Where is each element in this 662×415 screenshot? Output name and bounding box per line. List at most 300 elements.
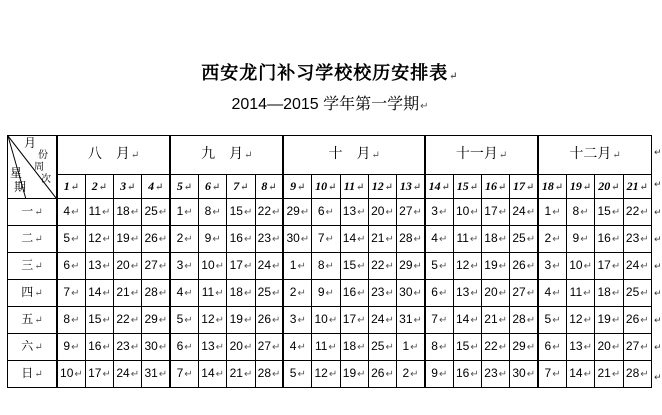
- date-cell: [453, 334, 481, 361]
- date-value: 17: [88, 366, 102, 380]
- date-value: 6: [431, 285, 438, 299]
- weekday-label: 四: [21, 285, 34, 299]
- cell-end-mark: ↵: [640, 342, 649, 353]
- cell-end-mark: ↵: [243, 315, 253, 326]
- date-cell: [199, 334, 227, 361]
- week-number-cell: [510, 175, 538, 199]
- date-value: 28: [144, 285, 158, 299]
- cell-end-mark: ↵: [184, 234, 193, 245]
- date-value: 16: [88, 339, 102, 353]
- date-cell: [566, 307, 594, 334]
- weekday-cell: [8, 334, 58, 361]
- cell-end-mark: ↵: [297, 288, 306, 299]
- date-cell: [538, 226, 566, 253]
- date-cell: [397, 226, 425, 253]
- cell-end-mark: ↵: [611, 288, 621, 299]
- date-cell: [170, 307, 198, 334]
- month-label: 十一月: [455, 146, 498, 162]
- date-cell: [199, 253, 227, 280]
- date-value: 17: [342, 312, 357, 326]
- cell-end-mark: ↵: [357, 261, 366, 272]
- date-cell: [312, 226, 340, 253]
- cell-end-mark: ↵: [158, 207, 168, 218]
- date-value: 21: [597, 366, 611, 380]
- table-row: [8, 334, 652, 361]
- date-value: 16: [456, 366, 470, 380]
- cell-end-mark: ↵: [526, 288, 536, 299]
- cell-end-mark: ↵: [583, 369, 592, 380]
- cell-end-mark: ↵: [470, 261, 479, 272]
- cell-end-mark: ↵: [272, 261, 281, 272]
- cell-end-mark: ↵: [272, 288, 281, 299]
- table-row: [8, 307, 652, 334]
- cell-end-mark: ↵: [71, 342, 80, 353]
- date-cell: [566, 199, 594, 226]
- date-cell: [340, 253, 368, 280]
- week-number-cell: [85, 175, 113, 199]
- cell-end-mark: ↵: [526, 207, 536, 218]
- corner-label-month: 月: [24, 136, 37, 150]
- date-cell: [114, 280, 142, 307]
- date-value: 3: [431, 204, 438, 218]
- week-number: 16: [484, 178, 497, 193]
- cell-end-mark: ↵: [297, 315, 306, 326]
- cell-end-mark: ↵: [438, 315, 448, 326]
- date-cell: [368, 307, 396, 334]
- date-value: 31: [399, 312, 413, 326]
- cell-end-mark: ↵: [357, 234, 366, 245]
- date-value: 15: [88, 312, 102, 326]
- week-number-cell: [142, 175, 170, 199]
- week-number-cell: [227, 175, 255, 199]
- weekday-cell: [8, 226, 58, 253]
- date-value: 21: [484, 312, 498, 326]
- cell-end-mark: ↵: [611, 234, 621, 245]
- date-cell: [283, 307, 311, 334]
- date-value: 8: [431, 339, 438, 353]
- date-value: 19: [229, 312, 243, 326]
- date-value: 5: [176, 312, 184, 326]
- date-value: 22: [116, 312, 130, 326]
- week-number: 18: [541, 178, 554, 193]
- cell-end-mark: ↵: [184, 261, 193, 272]
- date-cell: [425, 199, 453, 226]
- page-subtitle: 2014—2015 学年第一学期↵: [231, 96, 429, 113]
- date-value: 11: [314, 339, 328, 353]
- table-row: [8, 361, 652, 388]
- date-cell: [482, 361, 510, 388]
- date-cell: [255, 361, 283, 388]
- date-value: 18: [342, 339, 357, 353]
- date-value: 2: [289, 285, 297, 299]
- cell-end-mark: ↵: [243, 288, 253, 299]
- cell-end-mark: ↵: [130, 369, 140, 380]
- cell-end-mark: ↵: [155, 181, 164, 193]
- month-header: [283, 136, 425, 175]
- cell-end-mark: ↵: [215, 288, 224, 299]
- weekday-label: 日: [21, 366, 34, 380]
- corner-label-xing: 星: [10, 166, 23, 180]
- week-number-cell: [482, 175, 510, 199]
- date-cell: [283, 199, 311, 226]
- date-cell: [227, 307, 255, 334]
- cell-end-mark: ↵: [297, 369, 306, 380]
- cell-end-mark: ↵: [325, 234, 334, 245]
- cell-end-mark: ↵: [102, 234, 111, 245]
- cell-end-mark: ↵: [158, 261, 168, 272]
- date-value: 4: [176, 285, 184, 299]
- date-cell: [57, 307, 85, 334]
- date-cell: [255, 280, 283, 307]
- weekday-cell: [8, 361, 58, 388]
- date-cell: [397, 361, 425, 388]
- date-cell: [57, 199, 85, 226]
- cell-end-mark: ↵: [552, 315, 561, 326]
- week-number: 19: [569, 178, 582, 193]
- date-cell: [227, 199, 255, 226]
- date-cell: [595, 307, 623, 334]
- date-value: 17: [229, 258, 243, 272]
- cell-end-mark: ↵: [34, 315, 43, 326]
- date-value: 13: [569, 339, 583, 353]
- row-end-mark: ↵: [654, 235, 662, 245]
- cell-end-mark: ↵: [611, 261, 621, 272]
- row-end-mark: ↵: [654, 289, 662, 299]
- corner-header-cell: [8, 136, 58, 199]
- date-cell: [283, 226, 311, 253]
- date-cell: [566, 226, 594, 253]
- cell-end-mark: ↵: [211, 181, 221, 193]
- date-cell: [255, 334, 283, 361]
- cell-end-mark: ↵: [328, 369, 338, 380]
- date-value: 27: [625, 339, 640, 353]
- cell-end-mark: ↵: [243, 369, 253, 380]
- weekday-cell: [8, 280, 58, 307]
- cell-end-mark: ↵: [102, 261, 111, 272]
- date-value: 14: [88, 285, 102, 299]
- date-value: 14: [342, 231, 357, 245]
- week-number-cell: [255, 175, 283, 199]
- date-value: 14: [569, 366, 583, 380]
- cell-end-mark: ↵: [438, 234, 448, 245]
- date-value: 3: [289, 312, 297, 326]
- cell-end-mark: ↵: [385, 315, 394, 326]
- date-value: 31: [144, 366, 158, 380]
- cell-end-mark: ↵: [552, 288, 561, 299]
- cell-end-mark: ↵: [611, 315, 621, 326]
- cell-end-mark: ↵: [215, 315, 225, 326]
- cell-end-mark: ↵: [612, 150, 621, 161]
- date-value: 29: [512, 339, 526, 353]
- month-label: 十 月: [328, 146, 371, 162]
- cell-end-mark: ↵: [300, 234, 310, 245]
- date-cell: [453, 280, 481, 307]
- date-cell: [397, 307, 425, 334]
- date-cell: [425, 280, 453, 307]
- date-cell: [85, 280, 113, 307]
- date-cell: [114, 253, 142, 280]
- date-value: 27: [399, 204, 413, 218]
- cell-end-mark: ↵: [212, 234, 221, 245]
- cell-end-mark: ↵: [102, 207, 111, 218]
- date-value: 14: [201, 366, 215, 380]
- date-value: 13: [342, 204, 357, 218]
- date-value: 1: [289, 258, 297, 272]
- date-cell: [312, 280, 340, 307]
- cell-end-mark: ↵: [580, 207, 589, 218]
- date-value: 24: [371, 312, 385, 326]
- date-cell: [114, 307, 142, 334]
- cell-end-mark: ↵: [526, 181, 535, 193]
- cell-end-mark: ↵: [438, 261, 448, 272]
- date-cell: [453, 307, 481, 334]
- date-cell: [538, 280, 566, 307]
- date-value: 11: [201, 285, 215, 299]
- cell-end-mark: ↵: [34, 369, 43, 380]
- date-cell: [255, 253, 283, 280]
- date-value: 1: [176, 204, 184, 218]
- date-value: 1: [544, 204, 552, 218]
- date-cell: [255, 307, 283, 334]
- date-value: 20: [371, 204, 385, 218]
- date-cell: [482, 307, 510, 334]
- month-header-row: [8, 136, 652, 175]
- cell-end-mark: ↵: [413, 207, 422, 218]
- date-cell: [142, 307, 170, 334]
- date-cell: [425, 226, 453, 253]
- cell-end-mark: ↵: [580, 234, 589, 245]
- date-value: 17: [484, 204, 498, 218]
- date-cell: [57, 226, 85, 253]
- date-cell: [397, 280, 425, 307]
- date-value: 28: [257, 366, 271, 380]
- date-value: 21: [371, 231, 385, 245]
- date-value: 27: [257, 339, 271, 353]
- cell-end-mark: ↵: [582, 181, 592, 193]
- date-cell: [453, 361, 481, 388]
- cell-end-mark: ↵: [552, 261, 561, 272]
- cell-end-mark: ↵: [469, 234, 479, 245]
- date-value: 30: [144, 339, 158, 353]
- date-cell: [368, 280, 396, 307]
- cell-end-mark: ↵: [34, 234, 43, 245]
- cell-end-mark: ↵: [470, 342, 479, 353]
- date-value: 8: [572, 204, 580, 218]
- date-value: 30: [512, 366, 526, 380]
- date-value: 21: [116, 285, 130, 299]
- weekday-label: 三: [21, 258, 34, 272]
- date-cell: [312, 199, 340, 226]
- cell-end-mark: ↵: [611, 342, 621, 353]
- cell-end-mark: ↵: [385, 234, 394, 245]
- calendar-table: [7, 135, 652, 388]
- cell-end-mark: ↵: [552, 207, 561, 218]
- date-value: 19: [342, 366, 357, 380]
- cell-end-mark: ↵: [102, 342, 111, 353]
- cell-end-mark: ↵: [130, 234, 140, 245]
- week-number: 4: [148, 178, 155, 193]
- date-cell: [142, 199, 170, 226]
- date-value: 22: [371, 258, 385, 272]
- week-number: 12: [371, 178, 384, 193]
- date-value: 16: [342, 285, 357, 299]
- cell-end-mark: ↵: [243, 207, 253, 218]
- date-cell: [538, 253, 566, 280]
- date-value: 4: [431, 231, 438, 245]
- date-value: 25: [512, 231, 526, 245]
- week-number: 2: [91, 178, 98, 193]
- date-cell: [170, 361, 198, 388]
- date-value: 21: [229, 366, 243, 380]
- date-value: 18: [116, 204, 130, 218]
- date-value: 19: [597, 312, 611, 326]
- week-number: 7: [233, 178, 240, 193]
- cell-end-mark: ↵: [357, 207, 366, 218]
- date-value: 9: [204, 231, 212, 245]
- week-number-cell: [368, 175, 396, 199]
- cell-end-mark: ↵: [357, 288, 366, 299]
- date-value: 22: [625, 204, 640, 218]
- cell-end-mark: ↵: [272, 207, 281, 218]
- cell-end-mark: ↵: [497, 181, 507, 193]
- date-cell: [142, 361, 170, 388]
- date-cell: [340, 226, 368, 253]
- cell-end-mark: ↵: [413, 234, 422, 245]
- cell-end-mark: ↵: [71, 315, 80, 326]
- week-number: 17: [513, 178, 526, 193]
- date-value: 12: [314, 366, 328, 380]
- date-cell: [425, 253, 453, 280]
- date-cell: [227, 226, 255, 253]
- date-value: 9: [572, 231, 580, 245]
- date-cell: [510, 307, 538, 334]
- date-value: 10: [314, 312, 328, 326]
- week-number: 3: [120, 178, 127, 193]
- date-cell: [283, 334, 311, 361]
- date-value: 10: [569, 258, 583, 272]
- date-cell: [170, 199, 198, 226]
- month-label: 九 月: [201, 146, 244, 162]
- table-row: [8, 199, 652, 226]
- date-value: 2: [402, 366, 410, 380]
- cell-end-mark: ↵: [470, 207, 479, 218]
- week-number: 15: [456, 178, 469, 193]
- cell-end-mark: ↵: [71, 288, 80, 299]
- cell-end-mark: ↵: [640, 288, 649, 299]
- date-value: 18: [229, 285, 243, 299]
- date-cell: [57, 361, 85, 388]
- date-cell: [57, 280, 85, 307]
- row-end-mark: ↵: [654, 180, 662, 190]
- date-value: 10: [201, 258, 215, 272]
- cell-end-mark: ↵: [438, 369, 448, 380]
- date-cell: [199, 280, 227, 307]
- cell-end-mark: ↵: [554, 181, 564, 193]
- week-number-cell: [538, 175, 566, 199]
- date-cell: [114, 361, 142, 388]
- cell-end-mark: ↵: [583, 342, 592, 353]
- corner-label-zhou: 周: [34, 162, 44, 173]
- date-cell: [453, 253, 481, 280]
- date-cell: [85, 307, 113, 334]
- date-value: 18: [597, 285, 611, 299]
- cell-end-mark: ↵: [184, 369, 193, 380]
- date-value: 26: [371, 366, 385, 380]
- cell-end-mark: ↵: [184, 315, 193, 326]
- date-value: 23: [257, 231, 271, 245]
- row-end-mark: ↵: [654, 316, 662, 326]
- date-value: 7: [63, 285, 71, 299]
- date-value: 10: [456, 204, 470, 218]
- month-header: [538, 136, 651, 175]
- date-cell: [199, 199, 227, 226]
- cell-end-mark: ↵: [74, 369, 83, 380]
- cell-end-mark: ↵: [639, 181, 648, 193]
- row-end-mark: ↵: [654, 208, 662, 218]
- date-value: 20: [229, 339, 243, 353]
- date-cell: [566, 334, 594, 361]
- date-value: 30: [286, 231, 300, 245]
- cell-end-mark: ↵: [328, 315, 338, 326]
- date-value: 25: [144, 204, 158, 218]
- date-cell: [510, 280, 538, 307]
- date-cell: [340, 199, 368, 226]
- weekday-label: 二: [21, 231, 34, 245]
- date-value: 12: [201, 312, 215, 326]
- cell-end-mark: ↵: [470, 288, 479, 299]
- cell-end-mark: ↵: [215, 342, 225, 353]
- date-cell: [340, 334, 368, 361]
- date-cell: [510, 361, 538, 388]
- date-value: 25: [371, 339, 385, 353]
- date-value: 8: [204, 204, 212, 218]
- cell-end-mark: ↵: [215, 261, 225, 272]
- cell-end-mark: ↵: [498, 261, 508, 272]
- week-number: 11: [343, 178, 356, 193]
- date-value: 7: [176, 366, 184, 380]
- date-value: 19: [484, 258, 498, 272]
- month-header: [170, 136, 283, 175]
- date-cell: [397, 199, 425, 226]
- date-value: 11: [569, 285, 583, 299]
- date-cell: [566, 253, 594, 280]
- date-cell: [538, 361, 566, 388]
- date-value: 2: [176, 231, 184, 245]
- cell-end-mark: ↵: [34, 342, 43, 353]
- cell-end-mark: ↵: [498, 150, 508, 161]
- cell-end-mark: ↵: [328, 342, 337, 353]
- week-number-cell: [170, 175, 198, 199]
- date-cell: [538, 334, 566, 361]
- date-cell: [482, 226, 510, 253]
- date-cell: [538, 307, 566, 334]
- date-value: 12: [456, 258, 470, 272]
- date-value: 11: [88, 204, 101, 218]
- date-value: 11: [456, 231, 469, 245]
- cell-end-mark: ↵: [498, 234, 508, 245]
- date-value: 14: [456, 312, 470, 326]
- date-cell: [170, 280, 198, 307]
- date-value: 3: [176, 258, 184, 272]
- date-value: 6: [176, 339, 184, 353]
- date-cell: [623, 361, 651, 388]
- cell-end-mark: ↵: [127, 181, 136, 193]
- date-value: 13: [201, 339, 215, 353]
- cell-end-mark: ↵: [611, 207, 621, 218]
- cell-end-mark: ↵: [243, 342, 253, 353]
- date-cell: [142, 334, 170, 361]
- date-value: 24: [625, 258, 640, 272]
